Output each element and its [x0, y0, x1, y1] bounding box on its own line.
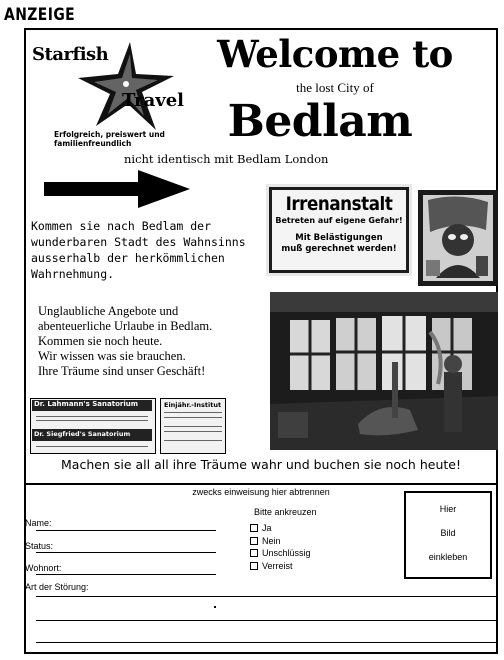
sanatorium-clippings-image	[30, 398, 226, 454]
disorder-field-line[interactable]	[36, 596, 496, 597]
disorder-label: Art der Störung:	[25, 582, 89, 592]
cut-instruction: zwecks einweisung hier abtrennen	[192, 487, 330, 497]
option-no[interactable]	[250, 535, 311, 548]
intro-line: Kommen sie nach Bedlam der	[31, 219, 212, 233]
option-label: Verreist	[262, 560, 293, 571]
sign-harass-line-1: Mit Belästigungen	[295, 233, 383, 243]
headline-welcome: Welcome to	[217, 32, 453, 76]
arrow-right-icon	[44, 170, 192, 210]
offers-text	[38, 304, 264, 379]
photo-box-line: einkleben	[428, 552, 468, 562]
status-label: Status:	[25, 541, 54, 551]
sign-title: Irrenanstalt	[285, 193, 393, 215]
sign-harass-line-2: muß gerechnet werden!	[281, 244, 397, 254]
name-label: Name:	[25, 518, 52, 528]
headline-subtitle: the lost City of	[296, 80, 374, 95]
checkbox[interactable]	[250, 549, 258, 557]
option-label: Nein	[262, 535, 281, 546]
abandoned-room-photo	[270, 292, 498, 450]
headline-disclaimer: nicht identisch mit Bedlam London	[124, 152, 329, 166]
intro-text	[31, 218, 267, 282]
option-undecided[interactable]	[250, 547, 311, 560]
offers-line: Kommen sie noch heute.	[38, 334, 163, 348]
intro-line: Wahrnehmung.	[31, 267, 115, 281]
call-to-action: Machen sie all all ihre Träume wahr und buchen sie noch heute!	[61, 457, 461, 472]
disorder-field-line[interactable]	[36, 620, 496, 621]
offers-line: abenteuerliche Urlaube in Bedlam.	[38, 319, 213, 333]
logo-brand-bottom: Travel	[122, 90, 184, 111]
option-yes[interactable]	[250, 522, 311, 535]
checkbox[interactable]	[250, 537, 258, 545]
headline-city: Bedlam	[227, 96, 413, 147]
photo-box-text	[406, 503, 490, 563]
tick-instruction: Bitte ankreuzen	[254, 507, 317, 517]
option-travelling[interactable]	[250, 560, 311, 573]
cut-line-divider	[26, 483, 496, 485]
asylum-sign-image	[266, 184, 412, 276]
photo-box-line: Hier	[439, 504, 457, 514]
ad-label: ANZEIGE	[4, 5, 76, 25]
status-field[interactable]	[36, 552, 216, 553]
clipping-left-bottom: Dr. Siegfried's Sanatorium	[34, 430, 131, 438]
sign-warning: Betreten auf eigene Gefahr!	[275, 216, 403, 225]
intro-line: wunderbaren Stadt des Wahnsinns	[31, 235, 246, 249]
sign-harass-text	[272, 233, 406, 255]
option-label: Ja	[262, 523, 272, 533]
offers-line: Wir wissen was sie brauchen.	[38, 349, 186, 363]
vintage-poster-image	[418, 190, 498, 286]
option-label: Unschlüssig	[262, 548, 311, 558]
name-field[interactable]	[36, 530, 216, 531]
status-options	[250, 522, 311, 572]
offers-line: Ihre Träume sind unser Geschäft!	[38, 364, 206, 378]
residence-field[interactable]	[36, 574, 216, 575]
intro-line: ausserhalb der herkömmlichen	[31, 251, 225, 265]
stray-dot	[214, 606, 216, 608]
photo-box[interactable]	[404, 491, 492, 579]
clipping-left-top: Dr. Lahmann's Sanatorium	[34, 400, 139, 408]
checkbox[interactable]	[250, 524, 258, 532]
logo-brand-top: Starfish	[32, 44, 109, 65]
disorder-field-line[interactable]	[36, 642, 496, 643]
clipping-right-top: Einjähr.-Institut	[164, 401, 222, 409]
offers-line: Unglaubliche Angebote und	[38, 304, 179, 318]
checkbox[interactable]	[250, 562, 258, 570]
logo-tagline: Erfolgreich, preiswert und familienfreundlich	[54, 130, 165, 148]
photo-box-line: Bild	[440, 528, 456, 538]
residence-label: Wohnort:	[25, 563, 62, 573]
starfish-travel-logo	[30, 32, 190, 154]
